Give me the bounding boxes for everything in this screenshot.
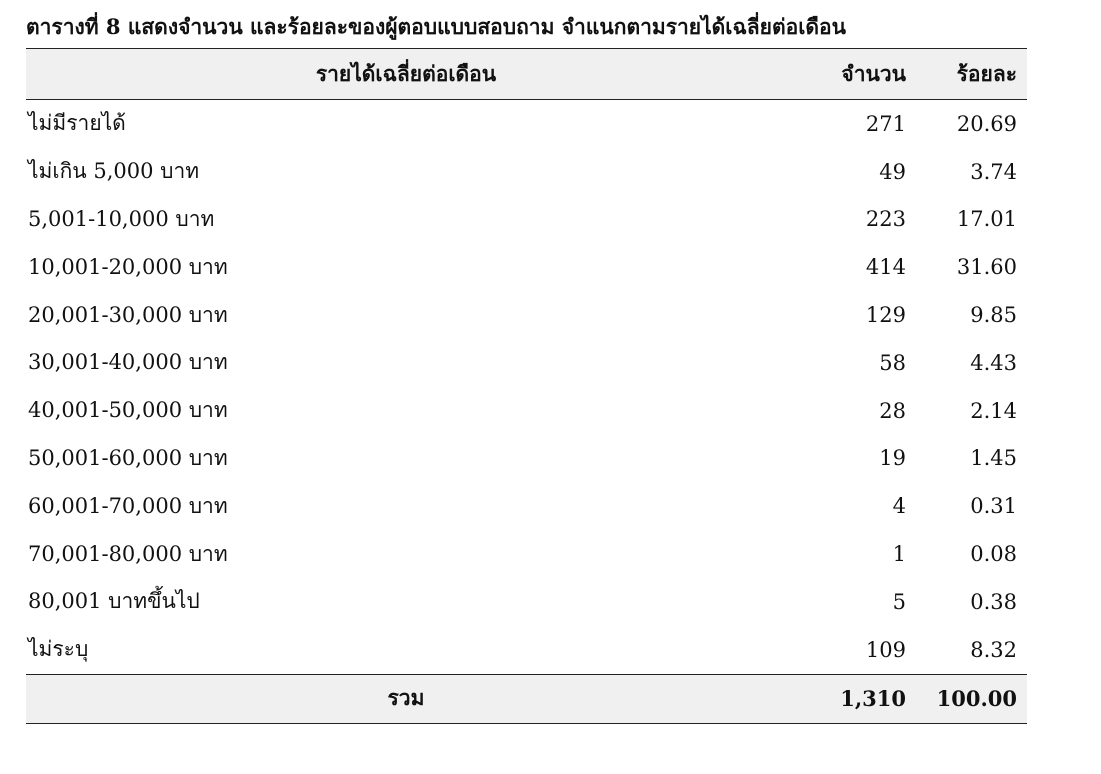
table-row	[26, 578, 1027, 626]
row-count: 1	[892, 542, 906, 567]
header-percent: ร้อยละ	[916, 49, 1027, 100]
row-percent: 4.43	[970, 350, 1017, 375]
row-label: ไม่ระบุ	[28, 637, 89, 662]
income-table	[26, 48, 1027, 724]
row-percent: 0.08	[970, 542, 1017, 567]
row-label: 20,001-30,000 บาท	[28, 302, 228, 327]
row-label: 5,001-10,000 บาท	[28, 206, 215, 231]
row-percent: 0.31	[970, 494, 1017, 519]
row-label: 70,001-80,000 บาท	[28, 541, 228, 566]
row-count: 129	[865, 303, 906, 328]
row-count: 4	[892, 494, 906, 519]
table-row	[26, 387, 1027, 435]
header-income: รายได้เฉลี่ยต่อเดือน	[26, 49, 786, 100]
row-percent: 8.32	[970, 637, 1017, 662]
table-row	[26, 626, 1027, 674]
row-percent: 17.01	[956, 207, 1017, 232]
header-count: จำนวน	[786, 49, 916, 100]
row-count: 28	[879, 398, 906, 423]
row-count: 109	[865, 637, 906, 662]
row-count: 5	[892, 589, 906, 614]
row-label: 40,001-50,000 บาท	[28, 398, 228, 423]
table-row	[26, 339, 1027, 387]
row-count: 49	[879, 159, 906, 184]
row-percent: 2.14	[970, 398, 1017, 423]
table-row	[26, 148, 1027, 196]
row-percent: 3.74	[970, 159, 1017, 184]
table-row	[26, 243, 1027, 291]
table-header-row	[26, 49, 1027, 100]
total-row	[26, 674, 1027, 723]
row-label: 60,001-70,000 บาท	[28, 493, 228, 518]
row-count: 414	[865, 255, 906, 280]
table-row	[26, 196, 1027, 244]
table-row	[26, 291, 1027, 339]
total-count: 1,310	[786, 674, 916, 723]
table-row	[26, 100, 1027, 148]
table-caption: ตารางที่ 8 แสดงจำนวน และร้อยละของผู้ตอบแบบสอบถาม จำแนกตามรายได้เฉลี่ยต่อเดือน	[26, 14, 846, 39]
row-percent: 9.85	[970, 303, 1017, 328]
row-label: ไม่เกิน 5,000 บาท	[28, 159, 200, 184]
row-label: 10,001-20,000 บาท	[28, 254, 228, 279]
row-percent: 0.38	[970, 589, 1017, 614]
table-row	[26, 530, 1027, 578]
row-percent: 31.60	[956, 255, 1017, 280]
row-count: 223	[865, 207, 906, 232]
row-label: 80,001 บาทขึ้นไป	[28, 589, 200, 614]
row-label: ไม่มีรายได้	[28, 111, 126, 136]
row-count: 58	[879, 350, 906, 375]
row-percent: 20.69	[956, 111, 1017, 136]
row-count: 19	[879, 446, 906, 471]
row-count: 271	[865, 111, 906, 136]
row-label: 50,001-60,000 บาท	[28, 445, 228, 470]
table-row	[26, 482, 1027, 530]
row-label: 30,001-40,000 บาท	[28, 350, 228, 375]
row-percent: 1.45	[970, 446, 1017, 471]
total-percent: 100.00	[916, 674, 1027, 723]
table-row	[26, 435, 1027, 483]
total-label: รวม	[26, 674, 786, 723]
